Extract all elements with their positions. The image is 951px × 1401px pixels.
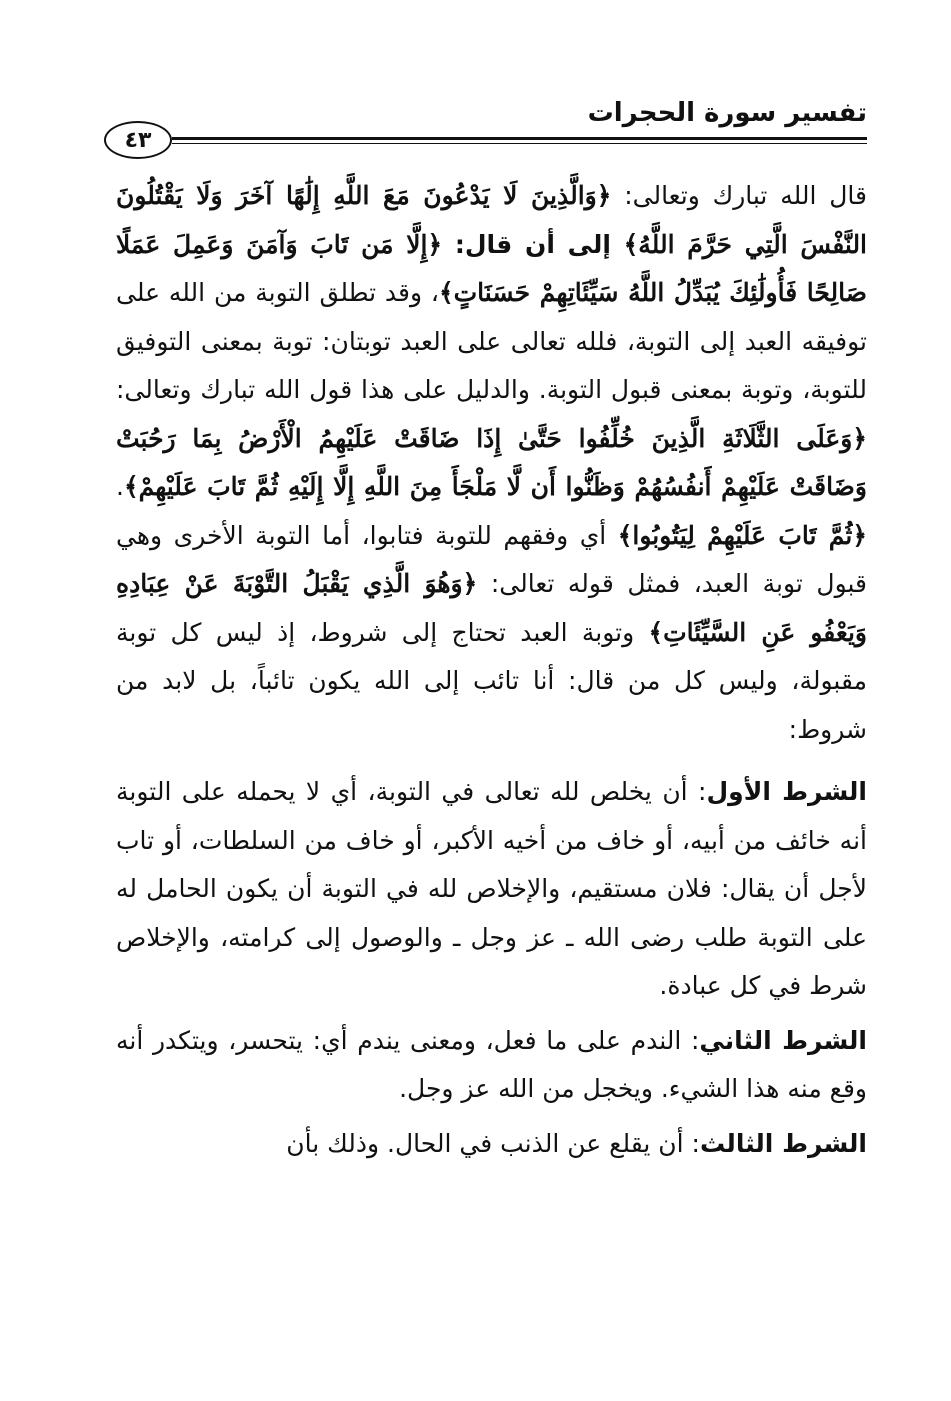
body-text <box>116 172 867 1168</box>
text-segment: ، وقد تطلق التوبة من الله على توفيقه العبد إلى التوبة، فلله تعالى على العبد توبتان: توبة بمعنى التوفيق للتوبة، وتوبة بمعنى قبول التوبة. والدليل على هذا قول الله تبارك وتعالى: <box>116 278 867 404</box>
paragraph-condition-2 <box>116 1017 867 1114</box>
paragraph-condition-3 <box>116 1120 867 1169</box>
quran-verse: ﴿وَهُوَ الَّذِي يَقْبَلُ التَّوْبَةَ عَنْ عِبَادِهِ وَيَعْفُو عَنِ السَّيِّئَاتِ﴾ <box>116 569 867 647</box>
text-segment-bold: إلى أن قال: <box>442 229 624 259</box>
quran-verse: ﴿وَعَلَى الثَّلَاثَةِ الَّذِينَ خُلِّفُوا حَتَّىٰ إِذَا ضَاقَتْ عَلَيْهِمُ الْأَرْضُ بِمَا رَحُبَتْ وَضَاقَتْ عَلَيْهِمْ أَنفُسُهُمْ وَظَنُّوا أَن لَّا مَلْجَأَ مِنَ اللَّهِ إِلَّا إِلَيْهِ ثُمَّ تَابَ عَلَيْهِمْ﴾ <box>116 423 867 501</box>
quran-verse: ﴿إِلَّا مَن تَابَ وَآمَنَ وَعَمِلَ عَمَلًا صَالِحًا فَأُولَٰئِكَ يُبَدِّلُ اللَّهُ سَيِّئَاتِهِمْ حَسَنَاتٍ﴾ <box>116 229 867 307</box>
header-rule-thin <box>172 143 867 144</box>
paragraph-condition-1 <box>116 768 867 1011</box>
text-segment: وتوبة العبد تحتاج إلى شروط، إذ ليس كل توبة مقبولة، وليس كل من قال: أنا تائب إلى الله يكون تائباً، بل لابد من شروط: <box>116 617 867 744</box>
text-segment: : أن يقلع عن الذنب في الحال. وذلك بأن <box>286 1128 700 1158</box>
quran-verse: ﴿ثُمَّ تَابَ عَلَيْهِمْ لِيَتُوبُوا﴾ <box>617 520 867 550</box>
text-segment: . <box>116 472 124 501</box>
text-segment: أي وفقهم للتوبة فتابوا، أما التوبة الأخرى وهي قبول توبة العبد، فمثل قوله تعالى: <box>116 520 867 598</box>
condition-heading: الشرط الثالث <box>699 1128 867 1158</box>
quran-verse: ﴿وَالَّذِينَ لَا يَدْعُونَ مَعَ اللَّهِ إِلَٰهًا آخَرَ وَلَا يَقْتُلُونَ النَّفْسَ الَّتِي حَرَّمَ اللَّهُ﴾ <box>116 181 868 259</box>
condition-heading: الشرط الأول <box>706 777 867 806</box>
text-segment: : الندم على ما فعل، ومعنى يندم أي: يتحسر، ويتكدر أنه وقع منه هذا الشيء. ويخجل من الله عز وجل. <box>116 1025 867 1103</box>
condition-heading: الشرط الثاني <box>699 1025 867 1055</box>
paragraph-intro <box>116 172 867 754</box>
running-header-title: تفسير سورة الحجرات <box>587 98 867 128</box>
text-segment: : أن يخلص لله تعالى في التوبة، أي لا يحمله على التوبة أنه خائف من أبيه، أو خاف من أخيه الأكبر، أو خاف من السلطات، أو تاب لأجل أن يقال: فلان مستقيم، والإخلاص لله في التوبة أن يكون الحامل له على التوبة طلب رضى الله ـ عز وجل ـ والوصول إلى كرامته، والإخلاص شرط في كل عبادة. <box>116 777 867 1000</box>
page-number-badge: ٤٣ <box>104 121 172 159</box>
header-rule <box>172 137 867 140</box>
text-segment: قال الله تبارك وتعالى: <box>611 181 867 210</box>
